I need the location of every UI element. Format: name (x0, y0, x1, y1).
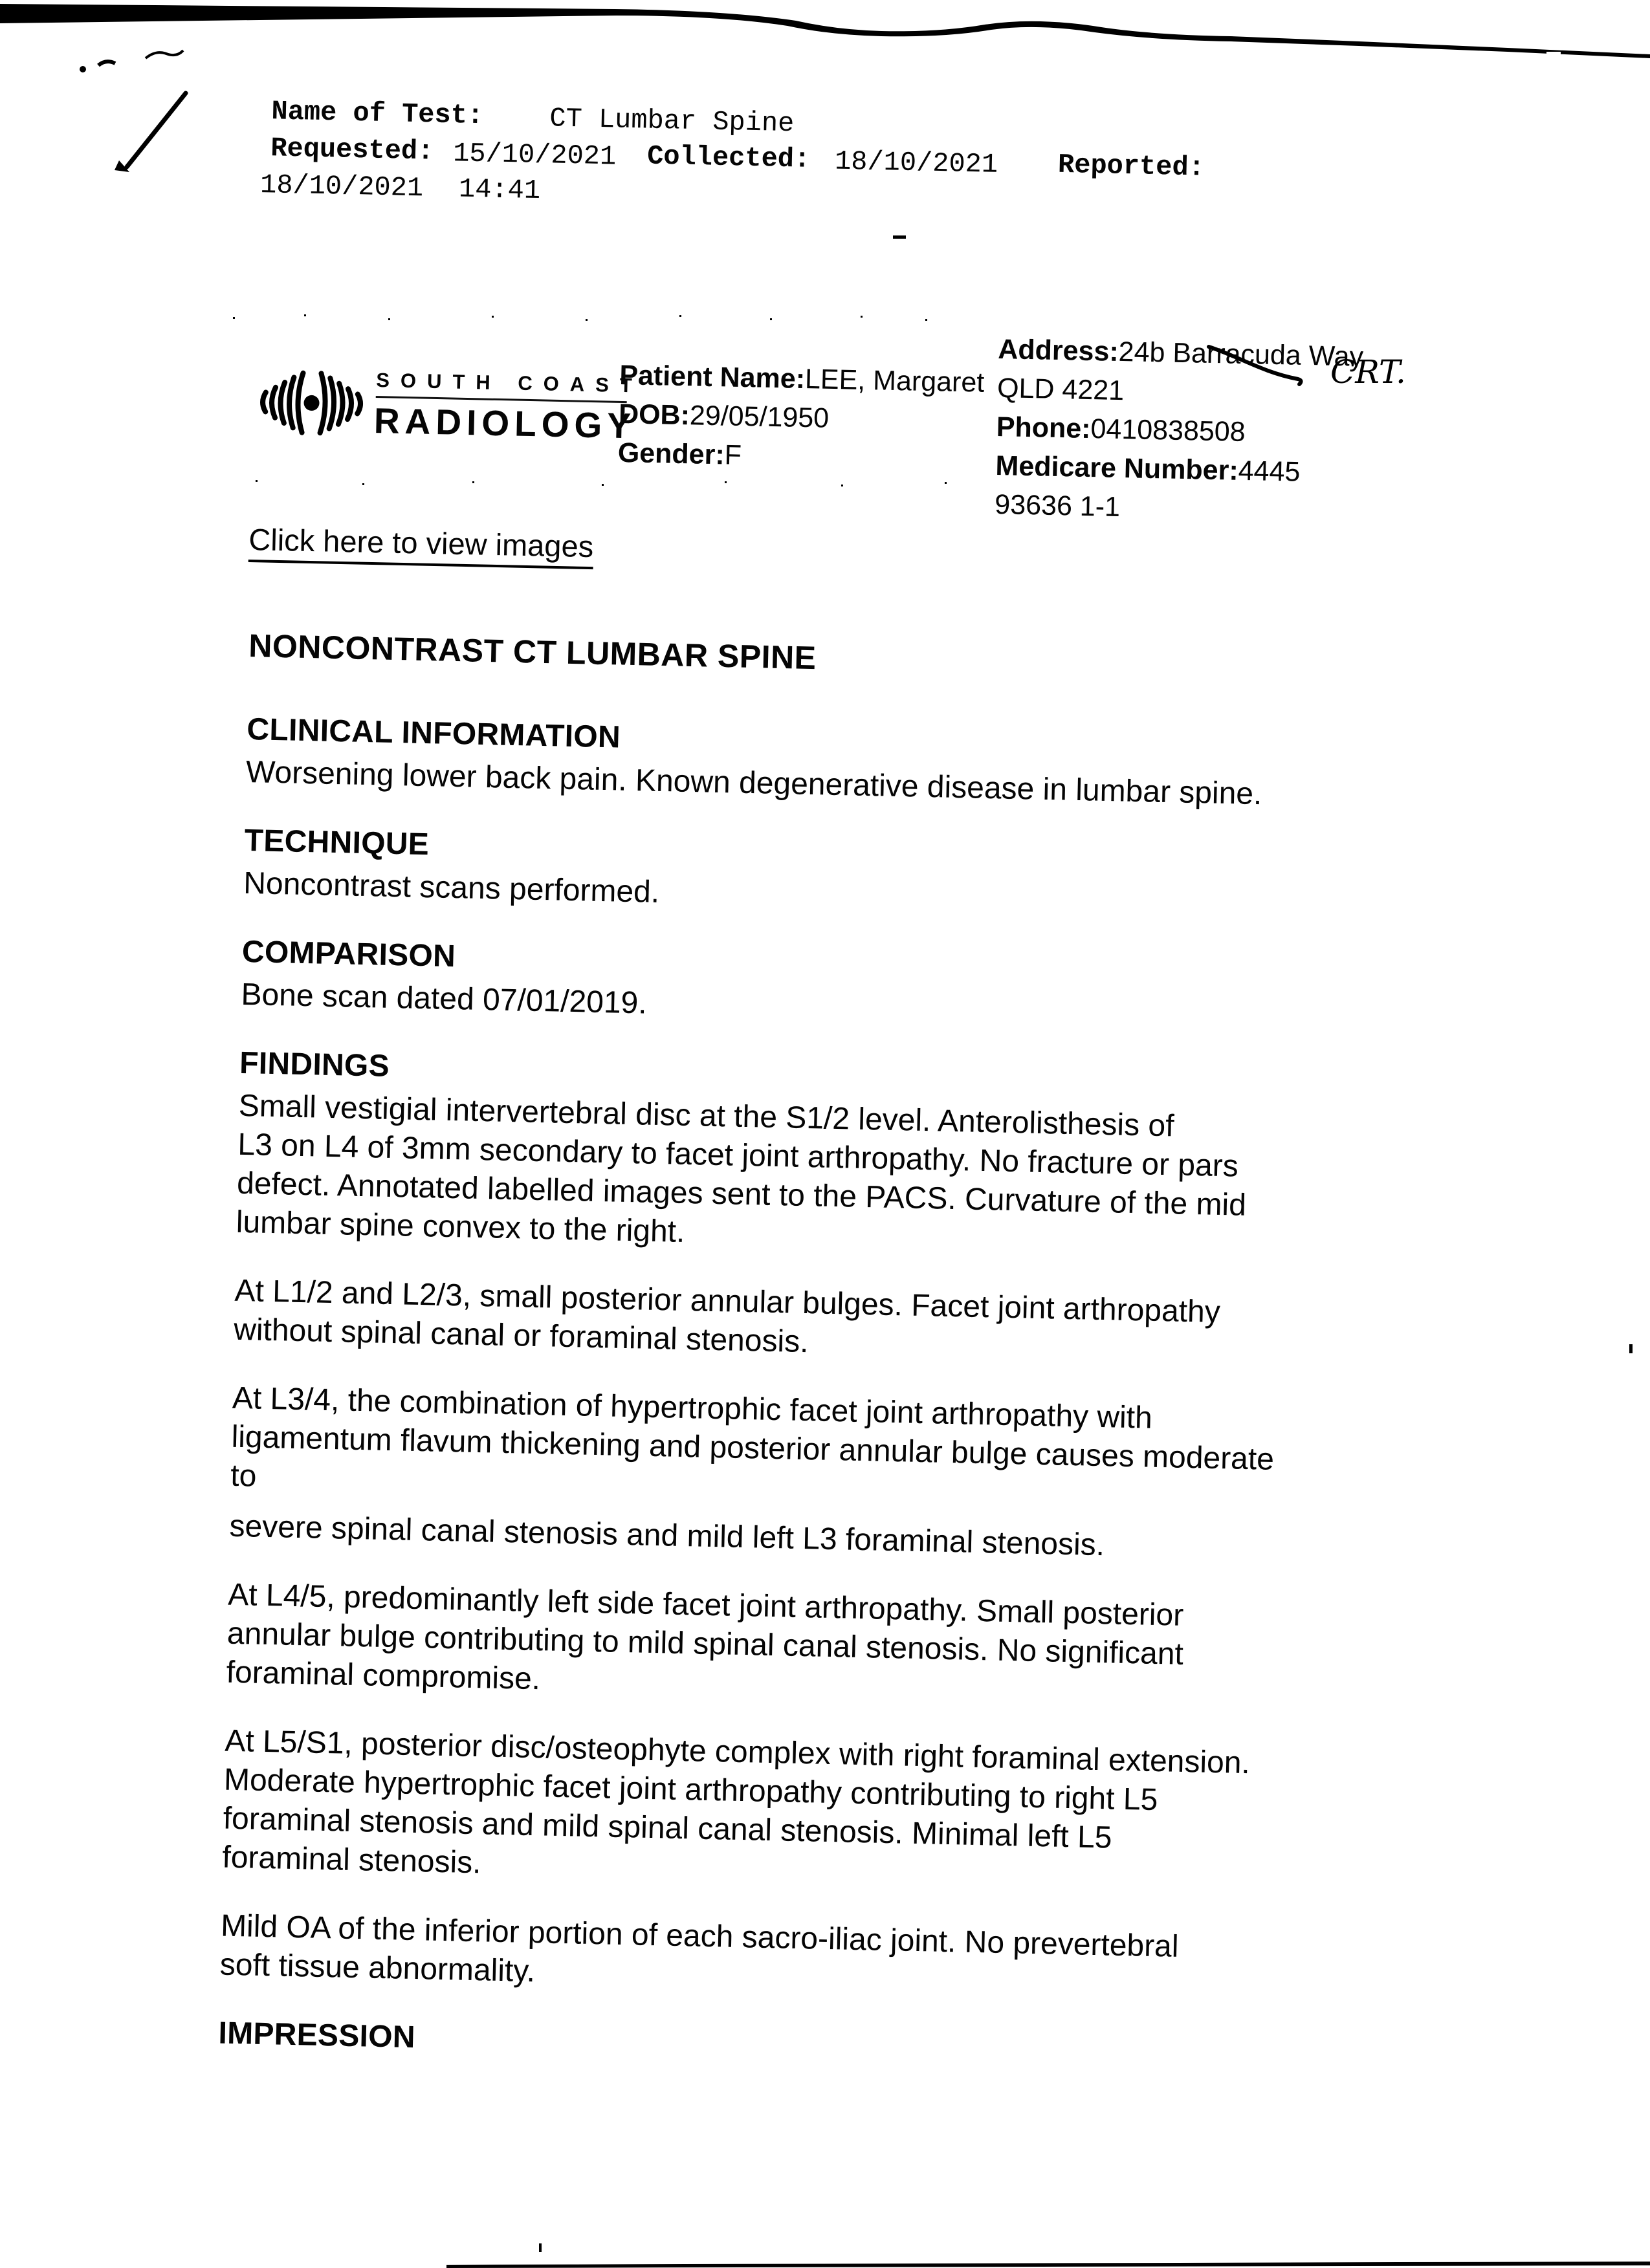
findings-paragraph-4: At L4/5, predominantly left side facet joint arthropathy. Small posterior annular bulge contributing to mild spinal canal stenosis. No significant foraminal compromise. (226, 1577, 1184, 1697)
patient-name-label: Patient Name: (619, 359, 806, 395)
gender-value: F (724, 439, 742, 471)
section-heading-findings: FINDINGS (239, 1045, 390, 1084)
phone-label: Phone: (996, 411, 1092, 445)
section-heading-technique: TECHNIQUE (244, 823, 430, 862)
medicare-value: 4445 (1238, 455, 1301, 488)
patient-details (617, 356, 985, 480)
view-images-link[interactable]: Click here to view images (248, 521, 594, 569)
report-title: NONCONTRAST CT LUMBAR SPINE (248, 627, 817, 677)
test-header-block (259, 96, 1491, 245)
gender-label: Gender: (617, 437, 725, 471)
dob-value: 29/05/1950 (689, 400, 830, 434)
brand-name-top: SOUTH COAST (375, 369, 644, 397)
findings-paragraph-3: At L3/4, the combination of hypertrophic facet joint arthropathy with ligamentum flavum thickening and posterior annular bulge causes moderate to (230, 1380, 1275, 1494)
section-heading-clinical-information: CLINICAL INFORMATION (246, 712, 621, 755)
medicare-label: Medicare Number: (995, 450, 1239, 486)
speck-artifact-bottom (539, 2243, 542, 2252)
requested-label: Requested: (270, 133, 434, 168)
patient-gender-row (617, 433, 983, 480)
technique-text: Noncontrast scans performed. (243, 866, 660, 910)
stray-pen-marks (80, 50, 183, 72)
reported-label: Reported: (1057, 149, 1205, 184)
findings-paragraph-6: Mild OA of the inferior portion of each sacro-iliac joint. No prevertebral soft tissue abnormality. (219, 1908, 1180, 1989)
soundwave-lens-icon (250, 361, 368, 446)
name-of-test-label: Name of Test: (270, 96, 484, 132)
findings-paragraph-5: At L5/S1, posterior disc/osteophyte complex with right foraminal extension. Moderate hypertrophic facet joint arthropathy contributing to right L5 foraminal stenosis and mild spinal canal stenosis. Minimal left L5 foraminal stenosis. (221, 1723, 1251, 1881)
speck-artifact-right (1629, 1344, 1633, 1353)
reported-date: 18/10/2021 (259, 169, 424, 204)
dob-label: DOB: (618, 398, 690, 431)
phone-value: 0410838508 (1090, 413, 1246, 448)
scan-edge-artifact-top (0, 0, 1650, 78)
address-value: 24b Barracuda Way (1118, 336, 1364, 373)
letterhead (250, 357, 666, 463)
comparison-text: Bone scan dated 07/01/2019. (240, 977, 648, 1021)
medicare-row2: 93636 1-1 (994, 488, 1121, 523)
requested-value: 15/10/2021 (452, 138, 617, 173)
name-of-test-value: CT Lumbar Spine (549, 103, 795, 140)
clinical-information-text: Worsening lower back pain. Known degenerative disease in lumbar spine. (245, 754, 1262, 812)
handwritten-address-correction: CRT. (1330, 353, 1406, 391)
handwritten-tick-mark (115, 93, 186, 172)
reported-time: 14:41 (458, 173, 541, 207)
collected-value: 18/10/2021 (834, 146, 998, 180)
findings-paragraph-1: Small vestigial intervertebral disc at the S1/2 level. Anterolisthesis of L3 on L4 of 3mm secondary to facet joint arthropathy. No fracture or pars defect. Annotated labelled images sent to the PACS. Curvature of the mid lumbar spine convex to the right. (236, 1088, 1247, 1249)
address-label: Address: (997, 333, 1119, 367)
findings-paragraph-3-continued: severe spinal canal stenosis and mild left L3 foraminal stenosis. (229, 1509, 1105, 1563)
brand-name-bottom: RADIOLOGY (373, 400, 637, 446)
contact-details (995, 330, 1364, 532)
section-heading-comparison: COMPARISON (241, 934, 456, 974)
dash-artifact (893, 235, 906, 239)
findings-paragraph-2: At L1/2 and L2/3, small posterior annular bulges. Facet joint arthropathy without spinal canal or foraminal stenosis. (233, 1273, 1221, 1360)
address-row2: QLD 4221 (996, 372, 1125, 407)
patient-name-value: LEE, Margaret (804, 364, 985, 398)
section-heading-impression: IMPRESSION (217, 2016, 416, 2055)
collected-label: Collected: (646, 140, 811, 175)
report-body (218, 626, 1595, 2086)
